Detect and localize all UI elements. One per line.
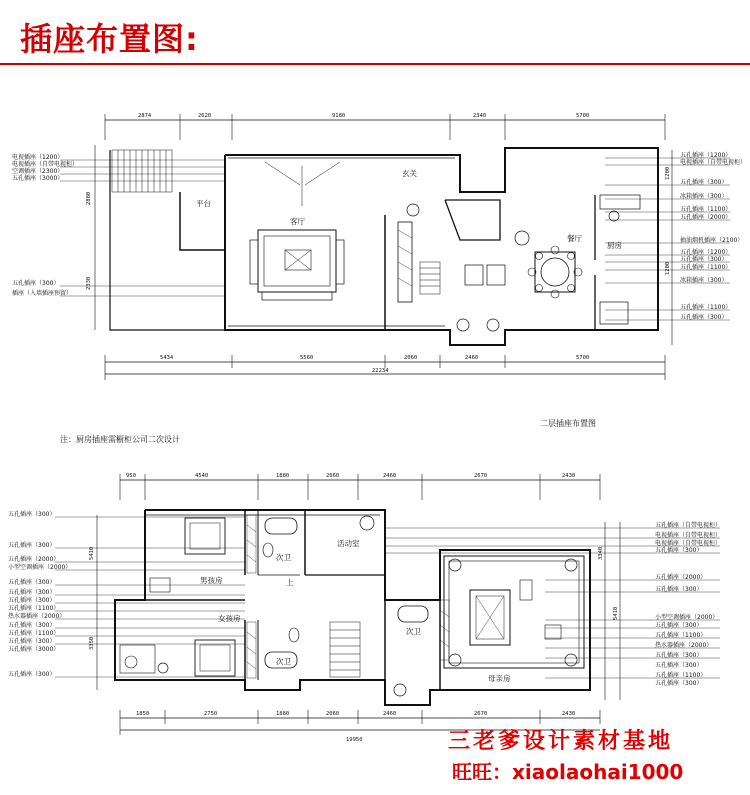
plan1-left-callout-1: 电视插座（1200）: [12, 154, 64, 161]
plan2-right-callout-14: 五孔插座（300）: [655, 680, 703, 687]
plan1-right-callout-11: 冰箱插座（300）: [680, 277, 728, 284]
plan2-subtitle: 二层插座布置图: [540, 419, 596, 428]
plan2-bottom-dim-4: 2060: [326, 711, 340, 717]
plan2-left-callout-10: 五孔插座（300）: [8, 622, 56, 629]
plan2-right-callout-11: 五孔插座（300）: [655, 652, 703, 659]
plan1-right-callout-1: 五孔插座（1200）: [680, 152, 732, 159]
plan2-right-callout-13: 五孔插座（1100）: [655, 672, 707, 679]
plan2-bottom-dim-3: 1880: [276, 711, 290, 717]
plan2-left-callout-5: 五孔插座（300）: [8, 579, 56, 586]
plan1-left-callout-3: 空调插座（2300）: [12, 168, 64, 175]
plan2-left-callout-14: 五孔插座（300）: [8, 671, 56, 678]
title-underline: [0, 63, 750, 65]
plan2-bottom-dim-1: 1850: [136, 711, 150, 717]
plan1-right-callout-5: 五孔插座（1100）: [680, 206, 732, 213]
plan1-bottom-dim-5: 5700: [576, 355, 590, 361]
plan1-left-callout-6: 插座（入墙插座预留）: [12, 290, 73, 297]
plan2-left-dim-2: 3350: [89, 636, 95, 650]
plan1-total-dim: 22234: [372, 368, 389, 374]
plan2-right-callout-2: 电视插座（自带电视柜）: [655, 532, 722, 539]
room-activity: 活动室: [337, 539, 360, 548]
plan2-left-callout-2: 五孔插座（300）: [8, 542, 56, 549]
plan2-top-dim-5: 2460: [383, 473, 397, 479]
room-bath-1: 次卫: [276, 553, 291, 562]
plan1-right-callout-13: 五孔插座（300）: [680, 314, 728, 321]
plan1-right-dim-1: 1200: [665, 166, 671, 180]
plan2-right-callout-3: 电视插座（自带电视柜）: [655, 540, 722, 547]
room-foyer: 玄关: [402, 169, 417, 178]
plan2-right-callout-6: 五孔插座（300）: [655, 586, 703, 593]
plan2-left-callout-12: 五孔插座（300）: [8, 638, 56, 645]
plan1-left-dim-1: 2880: [86, 191, 92, 205]
plan1-drawing: [60, 114, 730, 380]
plan1-top-dim-2: 2620: [198, 113, 212, 119]
plan2-bottom-dim-2: 2750: [204, 711, 218, 717]
plan2-right-callout-9: 五孔插座（1100）: [655, 632, 707, 639]
plan2-right-callout-5: 五孔插座（2000）: [655, 574, 707, 581]
plan1-top-dim-4: 2340: [473, 113, 487, 119]
room-living: 客厅: [290, 217, 305, 226]
plan2-bottom-dim-5: 2460: [383, 711, 397, 717]
plan1-right-callout-10: 五孔插座（1100）: [680, 264, 732, 271]
plan2-left-callout-6: 五孔插座（300）: [8, 589, 56, 596]
kitchen-note: 注：厨房插座需橱柜公司二次设计: [60, 435, 180, 444]
plan1-left-callout-2: 电视插座（自带电视柜）: [12, 161, 79, 168]
plan2-left-callout-13: 五孔插座（3000）: [8, 646, 60, 653]
stair-up-label: 上: [286, 578, 294, 587]
plan2-bottom-dim-6: 2670: [474, 711, 488, 717]
plan1-right-callout-3: 五孔插座（300）: [680, 179, 728, 186]
plan1-left-dim-2: 2330: [86, 276, 92, 290]
plan2-left-callout-9: 热水器插座（2000）: [8, 613, 66, 620]
plan2-right-dim-1: 3340: [598, 546, 604, 560]
plan2-left-callout-8: 五孔插座（1100）: [8, 605, 60, 612]
room-master: 母亲房: [488, 674, 511, 683]
watermark-line-2: 旺旺：xiaolaohai1000: [452, 760, 684, 784]
plan2-right-callout-7: 小型空调插座（2000）: [655, 614, 719, 621]
plan2-right-callout-8: 五孔插座（300）: [655, 622, 703, 629]
plan1-bottom-dim-4: 2460: [465, 355, 479, 361]
header: [0, 0, 750, 70]
plan1-bottom-dim-2: 5560: [300, 355, 314, 361]
room-kitchen: 厨房: [607, 241, 622, 250]
plan2-right-callout-10: 热水器插座（2000）: [655, 642, 713, 649]
plan2-left-callout-7: 五孔插座（300）: [8, 597, 56, 604]
plan1-right-callout-12: 五孔插座（1100）: [680, 304, 732, 311]
page-title: 插座布置图:: [20, 20, 199, 58]
floor-plans: [0, 70, 750, 795]
plan1-top-dim-5: 5700: [576, 113, 590, 119]
watermark-line-1: 三老爹设计素材基地: [448, 729, 674, 754]
plan1-bottom-dim-1: 5434: [160, 355, 174, 361]
plan1-right-callout-2: 电视插座（自带电视柜）: [680, 159, 747, 166]
plan2-top-dim-7: 2430: [562, 473, 576, 479]
plan2-drawing: [55, 474, 720, 735]
plan2-left-callout-3: 五孔插座（2000）: [8, 556, 60, 563]
plan2-bottom-dim-7: 2430: [562, 711, 576, 717]
plan2-left-callout-4: 小型空调插座（2000）: [8, 564, 72, 571]
plan1-right-callout-7: 抽油烟机插座（2100）: [680, 237, 744, 244]
plan2-top-dim-6: 2670: [474, 473, 488, 479]
plan1-right-callout-4: 冰箱插座（300）: [680, 193, 728, 200]
room-boys: 男孩房: [200, 576, 223, 585]
plan1-right-callout-6: 五孔插座（2000）: [680, 214, 732, 221]
plan1-left-callout-4: 五孔插座（3000）: [12, 175, 64, 182]
plan1-left-callout-5: 五孔插座（300）: [12, 280, 60, 287]
plan2-left-dim-1: 5410: [89, 546, 95, 560]
room-dining: 餐厅: [567, 234, 582, 243]
room-bath-2: 次卫: [276, 657, 291, 666]
plan2-left-callout-11: 五孔插座（1100）: [8, 630, 60, 637]
plan1-bottom-dim-3: 2060: [404, 355, 418, 361]
plan1-top-dim-1: 2874: [138, 113, 152, 119]
plan2-top-dim-4: 2060: [326, 473, 340, 479]
plan2-right-callout-12: 五孔插座（300）: [655, 662, 703, 669]
plan2-right-callout-4: 五孔插座（300）: [655, 547, 703, 554]
plan2-top-dim-1: 950: [126, 473, 136, 479]
plan2-top-dim-3: 1880: [276, 473, 290, 479]
plan1-right-dim-2: 1200: [665, 261, 671, 275]
plan2-right-dim-2: 5410: [613, 606, 619, 620]
plan2-total-dim: 19950: [346, 737, 363, 743]
room-girls: 女孩房: [218, 614, 241, 623]
plan2-left-callout-1: 五孔插座（300）: [8, 511, 56, 518]
room-bath-3: 次卫: [406, 627, 421, 636]
plan2-right-callout-1: 五孔插座（自带电视柜）: [655, 522, 722, 529]
plan2-top-dim-2: 4540: [195, 473, 209, 479]
room-platform: 平台: [196, 199, 211, 208]
plan1-right-callout-8: 五孔插座（1200）: [680, 249, 732, 256]
plan1-top-dim-3: 9180: [332, 113, 346, 119]
plan1-right-callout-9: 五孔插座（300）: [680, 256, 728, 263]
